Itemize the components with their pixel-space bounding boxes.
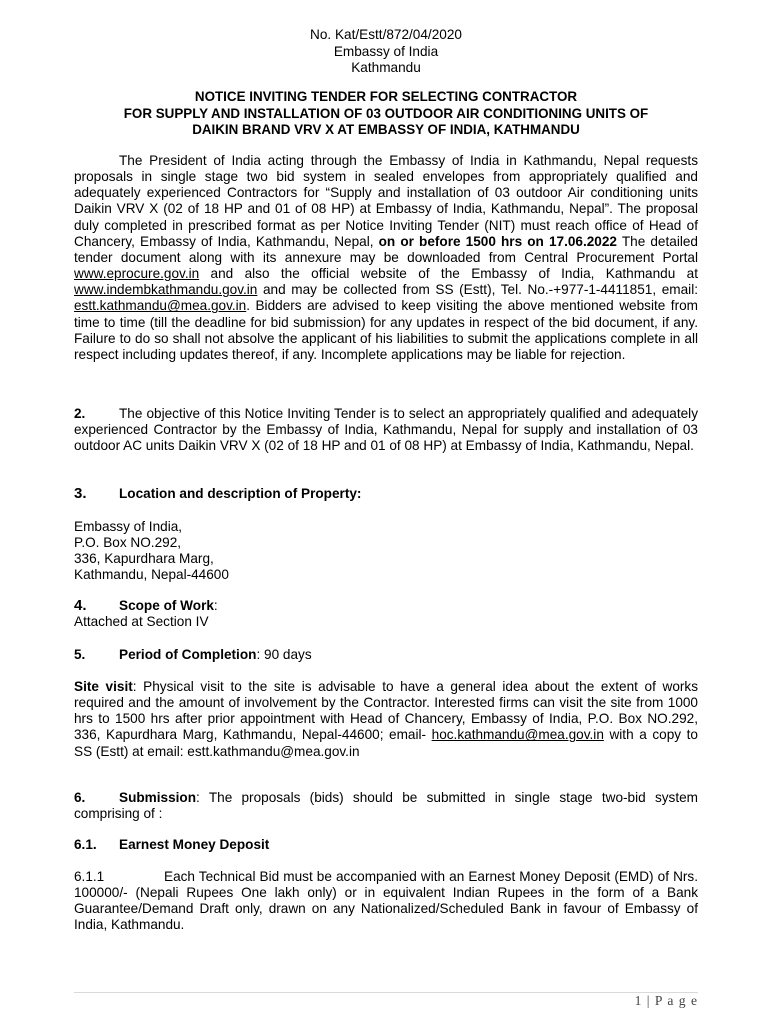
scope-text: Attached at Section IV — [74, 614, 209, 630]
office-city: Kathmandu — [351, 60, 421, 75]
section-4-number: 4. — [74, 597, 87, 614]
title-line-3: DAIKIN BRAND VRV X AT EMBASSY OF INDIA, KATHMANDU — [192, 122, 580, 137]
section-6-1-1-paragraph: 6.1.1 Each Technical Bid must be accompanied with an Earnest Money Deposit (EMD) of Nrs. 100000/- (Nepali Rupees One lakh only) or in equivalent Indian Rupees in the form of a Bank Guarantee/Demand Draft only, drawn on any Nationalized/Scheduled Bank in favour of Embassy of India, Kathmandu. — [74, 869, 698, 933]
section-3-heading: 3. Location and description of Property: — [74, 485, 362, 502]
reference-block — [74, 27, 698, 77]
section-6-1-number: 6.1. — [74, 837, 97, 852]
section-4: 4. Scope of Work: Attached at Section IV — [74, 598, 698, 630]
section-3-number: 3. — [74, 485, 87, 502]
address-line: P.O. Box NO.292, — [74, 535, 182, 551]
embassy-website-link[interactable]: www.indembkathmandu.gov.in — [74, 282, 258, 298]
section-5-number: 5. — [74, 647, 86, 662]
section-6-number: 6. — [74, 790, 86, 805]
address-line: Embassy of India, — [74, 519, 183, 534]
hoc-email-link[interactable]: hoc.kathmandu@mea.gov.in — [431, 727, 604, 743]
notice-title — [74, 89, 698, 139]
address-line: 336, Kapurdhara Marg, — [74, 551, 214, 567]
title-line-2: FOR SUPPLY AND INSTALLATION OF 03 OUTDOOR AIR CONDITIONING UNITS OF — [123, 105, 649, 121]
deadline-text: on or before 1500 hrs on 17.06.2022 — [378, 233, 617, 249]
section-6-paragraph: 6. Submission: The proposals (bids) should be submitted in single stage two-bid system comprising of : — [74, 790, 698, 822]
property-address — [74, 519, 698, 584]
address-line: Kathmandu, Nepal-44600 — [74, 567, 229, 583]
reference-number: No. Kat/Estt/872/04/2020 — [310, 27, 462, 42]
intro-paragraph: The President of India acting through the Embassy of India in Kathmandu, Nepal requests proposals in single stage two bid system in sealed envelopes from appropriately qualified and adequately experienced Contractors for “Supply and installation of 03 outdoor Air conditioning units Daikin VRV X (02 of 18 HP and 01 of 08 HP) at Embassy of India, Kathmandu, Nepal”. The proposal duly completed in prescribed format as per Notice Inviting Tender (NIT) must reach office of Head of Chancery, Embassy of India, Kathmandu, Nepal, on or before 1500 hrs on 17.06.2022 The detailed tender document along with its annexure may be downloaded from Central Procurement Portal www.eprocure.gov.in and also the official website of the Embassy of India, Kathmandu at www.indembkathmandu.gov.in and may be collected from SS (Estt), Tel. No.-+977-1-4411851, email: estt.kathmandu@mea.gov.in. Bidders are advised to keep visiting the above mentioned website from time to time (till the deadline for bid submission) for any updates in respect of the bid document, if any. Failure to do so shall not absolve the applicant of his liabilities to submit the applications complete in all respect including updates thereof, if any. Incomplete applications may be liable for rejection. — [74, 153, 698, 362]
site-visit-heading: Site visit — [74, 679, 133, 694]
section-2-number: 2. — [74, 406, 86, 421]
section-5: 5. Period of Completion: 90 days — [74, 647, 312, 662]
site-visit-paragraph: Site visit: Physical visit to the site is advisable to have a general idea about the extent of works required and the amount of involvement by the Contractor. Interested firms can visit the site from 1000 hrs to 1500 hrs after prior appointment with Head of Chancery, Embassy of India, P.O. Box NO.292, 336, Kapurdhara Marg, Kathmandu, Nepal-44600; email- hoc.kathmandu@mea.gov.in with a copy to SS (Estt) at email: estt.kathmandu@mea.gov.in — [74, 679, 698, 759]
title-line-1: NOTICE INVITING TENDER FOR SELECTING CONTRACTOR — [194, 89, 578, 104]
section-2-paragraph: 2. The objective of this Notice Inviting Tender is to select an appropriately qualified and adequately experienced Contractor by the Embassy of India, Kathmandu, Nepal for supply and installation of 03 outdoor AC units Daikin VRV X (02 of 18 HP and 01 of 08 HP) at Embassy of India, Kathmandu, Nepal. — [74, 406, 698, 454]
section-6-1-1-number: 6.1.1 — [74, 869, 105, 884]
section-6-1-heading: 6.1. Earnest Money Deposit — [74, 837, 270, 852]
estt-email-link[interactable]: estt.kathmandu@mea.gov.in — [74, 298, 247, 314]
eprocure-link[interactable]: www.eprocure.gov.in — [74, 266, 200, 282]
office-name: Embassy of India — [333, 43, 439, 59]
footer-divider — [74, 992, 698, 993]
page-number: 1 | P a g e — [634, 993, 698, 1008]
